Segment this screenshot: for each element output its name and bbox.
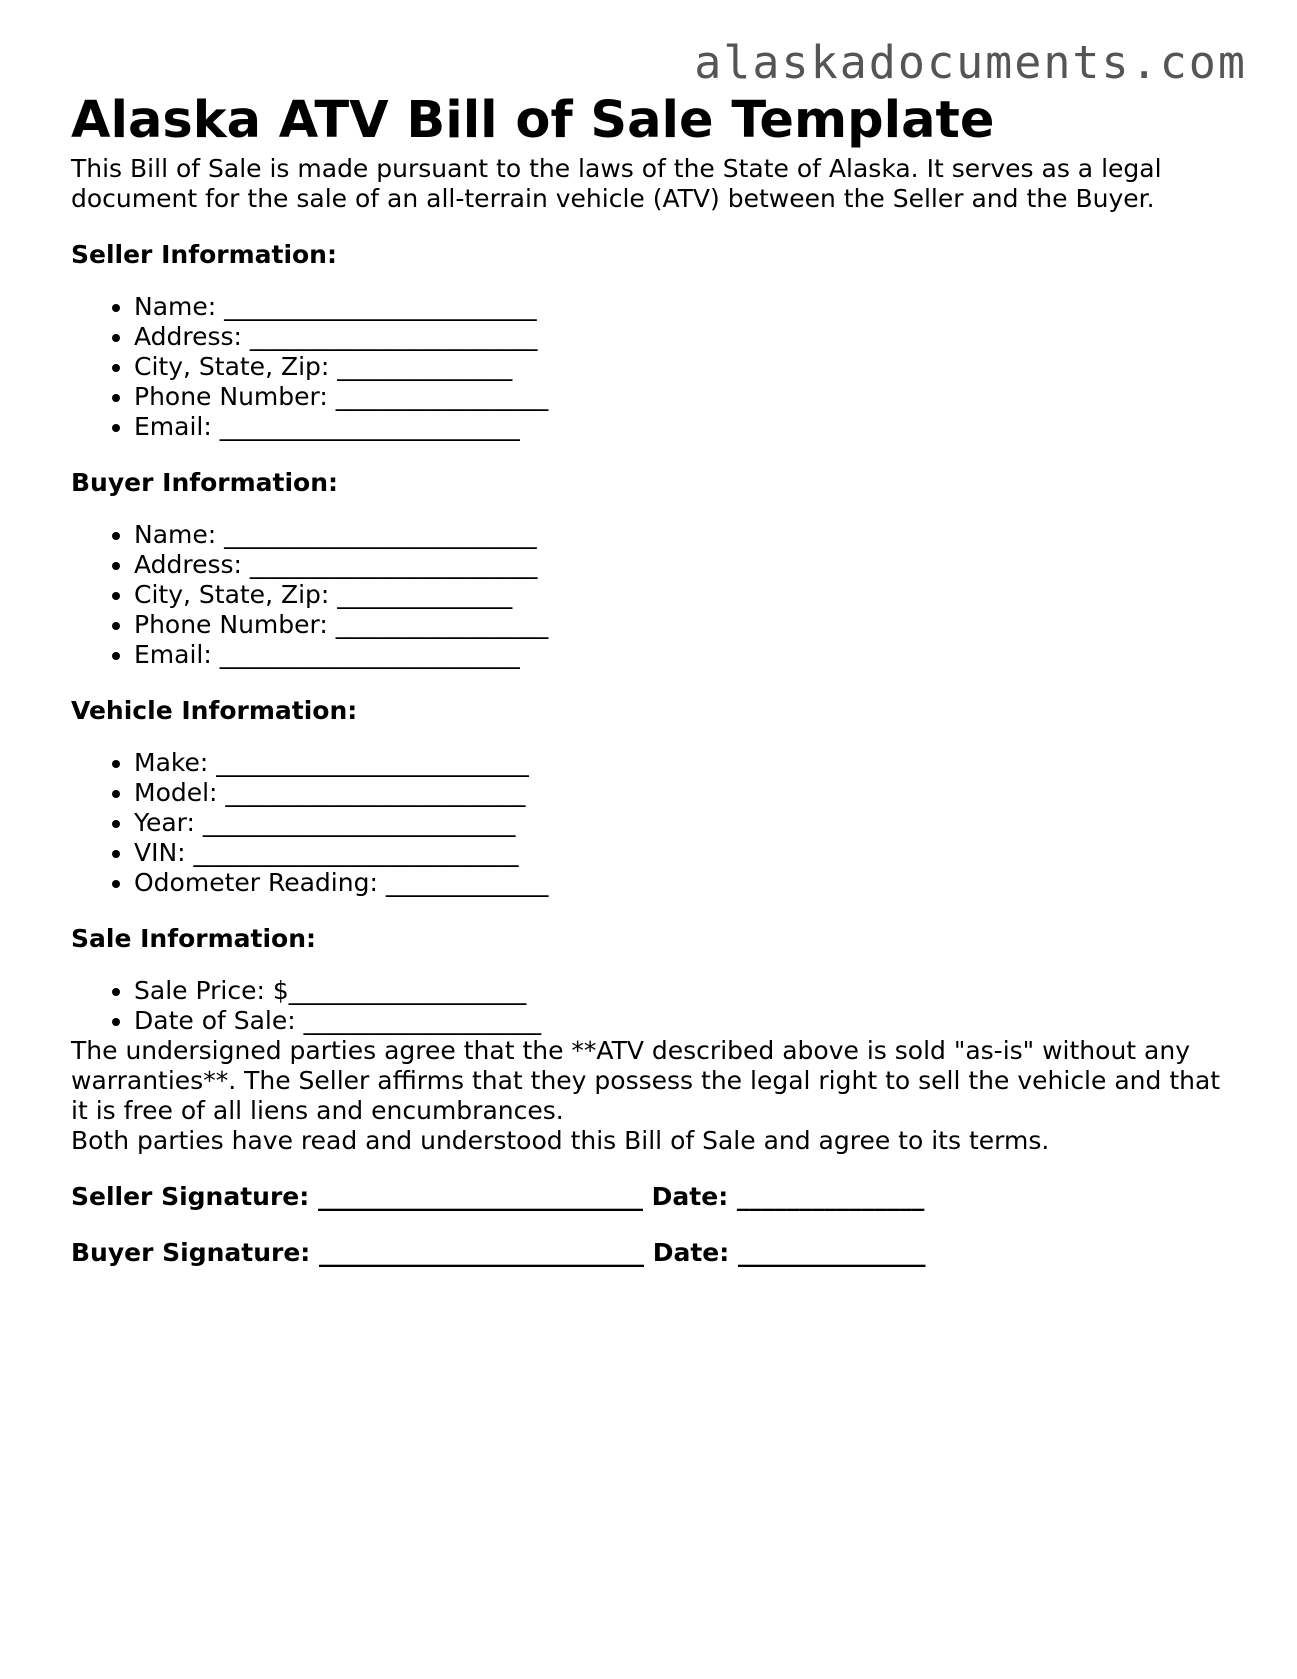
seller-city-state-zip-field: • City, State, Zip: ______________ <box>134 352 1221 382</box>
closing-paragraph: Both parties have read and understood this Bill of Sale and agree to its terms. <box>71 1126 1050 1155</box>
sale-list <box>71 976 1221 1036</box>
seller-phone-field: • Phone Number: _________________ <box>134 382 1221 412</box>
seller-address-field: • Address: _______________________ <box>134 322 1221 352</box>
buyer-name-field: • Name: _________________________ <box>134 520 1221 550</box>
buyer-email-field: • Email: ________________________ <box>134 640 1221 670</box>
seller-email-field: • Email: ________________________ <box>134 412 1221 442</box>
vehicle-odometer-field: • Odometer Reading: _____________ <box>134 868 1221 898</box>
sale-heading: Sale Information: <box>71 924 316 953</box>
intro-paragraph: This Bill of Sale is made pursuant to the laws of the State of Alaska. It serves as a legal document for the sale of an all-terrain vehicle (ATV) between the Seller and the Buyer. <box>71 154 1162 213</box>
buyer-list <box>71 520 1221 670</box>
vehicle-list <box>71 748 1221 898</box>
seller-list <box>71 292 1221 442</box>
agreement-paragraph: The undersigned parties agree that the **ATV described above is sold "as-is" without any warranties**. The Seller affirms that they possess the legal right to sell the vehicle and that it is free of all liens and encumbrances. <box>71 1036 1221 1125</box>
seller-signature-line: Seller Signature: __________________________ Date: _______________ <box>71 1182 925 1211</box>
page-title: Alaska ATV Bill of Sale Template <box>71 91 995 150</box>
document-body <box>71 88 1221 1268</box>
vehicle-model-field: • Model: ________________________ <box>134 778 1221 808</box>
buyer-city-state-zip-field: • City, State, Zip: ______________ <box>134 580 1221 610</box>
sale-price-field: • Sale Price: $___________________ <box>134 976 1221 1006</box>
buyer-signature-line: Buyer Signature: __________________________ Date: _______________ <box>71 1238 926 1267</box>
seller-name-field: • Name: _________________________ <box>134 292 1221 322</box>
vehicle-make-field: • Make: _________________________ <box>134 748 1221 778</box>
seller-heading: Seller Information: <box>71 240 337 269</box>
buyer-phone-field: • Phone Number: _________________ <box>134 610 1221 640</box>
buyer-heading: Buyer Information: <box>71 468 339 497</box>
vehicle-year-field: • Year: _________________________ <box>134 808 1221 838</box>
watermark-text: alaskadocuments.com <box>694 36 1247 89</box>
sale-date-field: • Date of Sale: ___________________ <box>134 1006 1221 1036</box>
vehicle-vin-field: • VIN: __________________________ <box>134 838 1221 868</box>
buyer-address-field: • Address: _______________________ <box>134 550 1221 580</box>
vehicle-heading: Vehicle Information: <box>71 696 358 725</box>
